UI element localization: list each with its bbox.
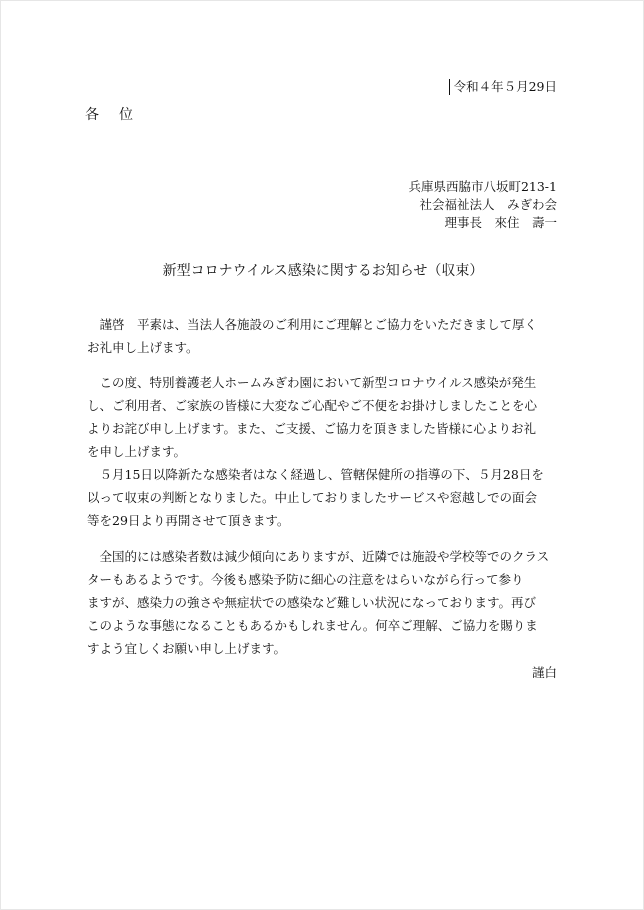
paragraph-line: このような事態になることもあるかもしれません。何卒ご理解、ご協力を賜りま	[87, 618, 538, 633]
paragraph-apology	[87, 371, 561, 463]
paragraph-line: 謹啓 平素は、当法人各施設のご利用にご理解とご協力をいただきまして厚く	[99, 317, 538, 332]
letter-date: 令和４年５月29日	[449, 79, 557, 95]
paragraph-line: ターもあるようです。今後も感染予防に細心の注意をはらいながら行って参り	[87, 572, 524, 587]
paragraph-resolution	[87, 463, 561, 532]
sender-signatory: 理事長 來住 壽一	[444, 215, 557, 230]
paragraph-line: し、ご利用者、ご家族の皆様に大変なご心配やご不便をお掛けしましたことを心	[87, 398, 538, 413]
paragraph-line: すよう宜しくお願い申し上げます。	[87, 641, 287, 656]
letter-title: 新型コロナウイルス感染に関するお知らせ（収束）	[162, 263, 484, 279]
closing-phrase: 謹白	[531, 665, 557, 680]
paragraph-line: 等を29日より再開させて頂きます。	[87, 513, 290, 528]
paragraph-line: ５月15日以降新たな感染者はなく経過し、管轄保健所の指導の下、５月28日を	[99, 467, 544, 482]
recipient: 各位	[85, 107, 153, 123]
paragraph-line: を申し上げます。	[87, 444, 187, 459]
sender-address: 兵庫県西脇市八坂町213-1	[408, 179, 557, 194]
paragraph-outlook	[87, 545, 561, 660]
sender-organization: 社会福祉法人 みぎわ会	[419, 197, 557, 212]
paragraph-line: 全国的には感染者数は減少傾向にありますが、近隣では施設や学校等でのクラス	[99, 549, 550, 564]
paragraph-line: この度、特別養護老人ホームみぎわ園において新型コロナウイルス感染が発生	[99, 375, 537, 390]
paragraph-line: ますが、感染力の強さや無症状での感染など難しい状況になっております。再び	[87, 595, 537, 610]
paragraph-line: お礼申し上げます。	[87, 340, 199, 355]
paragraph-greeting	[87, 313, 561, 359]
paragraph-line: よりお詫び申し上げます。また、ご支援、ご協力を頂きました皆様に心よりお礼	[87, 421, 537, 436]
paragraph-line: 以って収束の判断となりました。中止しておりましたサービスや窓越しでの面会	[87, 490, 538, 505]
